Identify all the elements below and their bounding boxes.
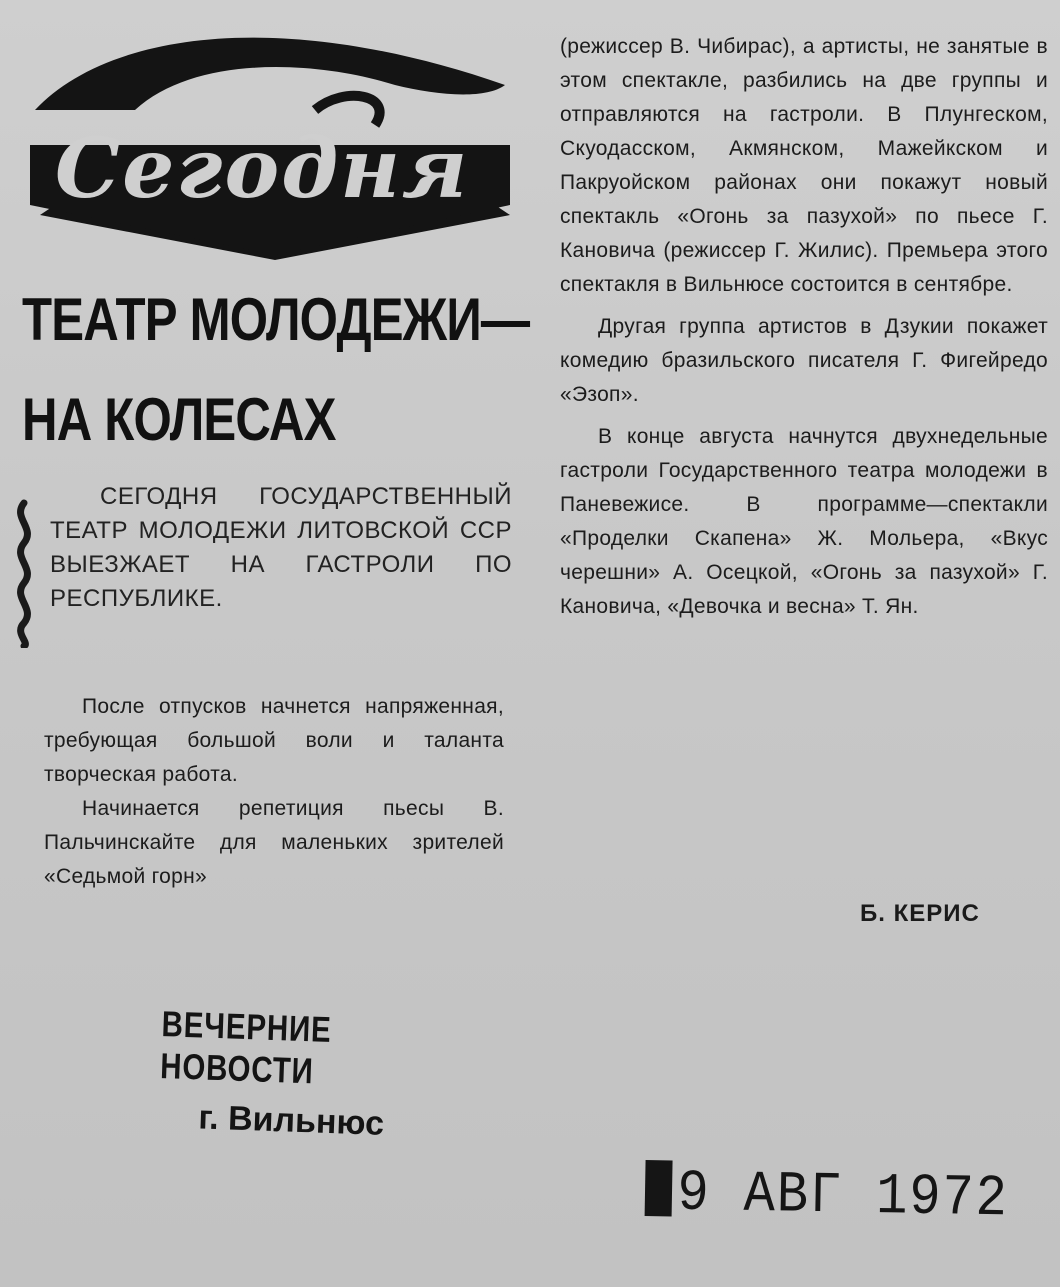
date-stamp <box>644 1160 1010 1233</box>
logo-text: Сегодня <box>55 121 470 217</box>
stamp-newspaper-name: ВЕЧЕРНИЕ НОВОСТИ <box>159 1003 333 1092</box>
text-column-left <box>44 690 504 894</box>
article-author: Б. КЕРИС <box>860 900 980 927</box>
logo-graphic <box>15 15 525 265</box>
newspaper-stamp <box>158 1003 562 1150</box>
paragraph: Другая группа артистов в Дзукии покажет комедию бразильского писателя Г. Фигейредо «Эзоп». <box>560 315 1048 406</box>
headline-line-1: ТЕАТР МОЛОДЕЖИ— <box>22 286 530 353</box>
paragraph: Начинается репетиция пьесы В. Пальчинскайте для маленьких зрителей «Седьмой горн» <box>44 797 504 888</box>
paragraph: (режиссер В. Чибирас), а артисты, не занятые в этом спектакле, разбились на две группы и отправляются на гастроли. В Плунгеском, Скуодасском, Акмянском, Мажейкском и Пакруойском районах они покажут новый спектакль «Огонь за пазухой» по пьесе Г. Кановича (режиссер Г. Жилис). Премьера этого спектакля в Вильнюсе состоится в сентябре. <box>560 35 1048 296</box>
masthead-logo <box>15 15 525 265</box>
headline-line-2: НА КОЛЕСАХ <box>22 386 336 453</box>
paragraph: В конце августа начнутся двухнедельные гастроли Государственного театра молодежи в Паневежисе. В программе—спектакли «Проделки Скапена» Ж. Мольера, «Вкус черешни» А. Осецкой, «Огонь за пазухой» Г. Кановича, «Девочка и весна» Т. Ян. <box>560 425 1048 618</box>
article-lead: СЕГОДНЯ ГОСУДАРСТВЕННЫЙ ТЕАТР МОЛОДЕЖИ ЛИТОВСКОЙ ССР ВЫЕЗЖАЕТ НА ГАСТРОЛИ ПО РЕСПУБЛИКЕ. <box>50 483 512 612</box>
text-column-right <box>560 30 1048 624</box>
paragraph: После отпусков начнется напряженная, требующая большой воли и таланта творческая работа. <box>44 695 504 786</box>
stamp-city: г. Вильнюс <box>197 1098 385 1143</box>
lead-ornament-icon <box>10 498 38 648</box>
stamp-block-icon <box>645 1160 673 1216</box>
date-stamp-text: 9 АВГ 1972 <box>676 1161 1010 1233</box>
article-headline <box>22 270 530 470</box>
